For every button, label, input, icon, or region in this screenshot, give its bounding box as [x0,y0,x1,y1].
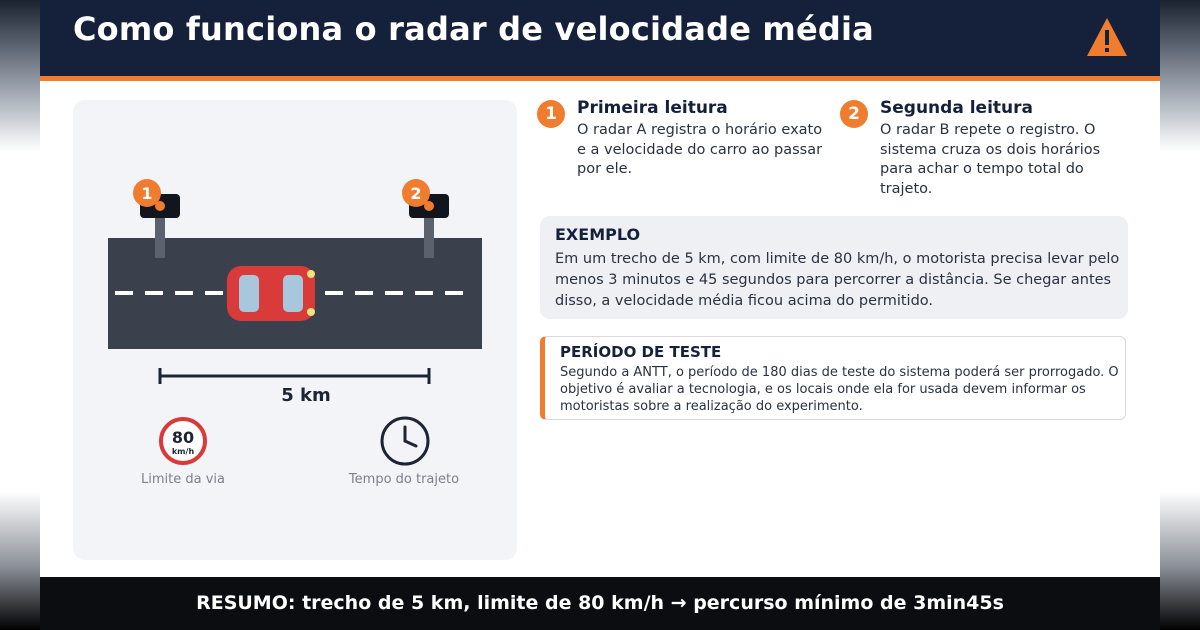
speed-sign-value: 80 [171,428,195,447]
step-number-badge: 1 [537,100,565,128]
example-title: EXEMPLO [555,225,641,244]
distance-bar [160,368,429,384]
test-period-text: Segundo a ANTT, o período de 180 dias de teste do sistema poderá ser prorrogado. O objetivo é avaliar a tecnologia, e os locais onde ela for usada devem informar os motoristas sobre a realização do experimento. [560,365,1119,414]
distance-label: 5 km [281,385,331,406]
step-title: Segunda leitura [880,98,1033,118]
car-icon [227,266,315,321]
step-text: O radar A registra o horário exato e a velocidade do carro ao passar por ele. [577,122,823,177]
example-text: Em um trecho de 5 km, com limite de 80 km/h, o motorista precisa levar pelo menos 3 minutos e 45 segundos para percorrer a distância. Se chegar antes disso, a velocidade média ficou acima do permitido. [555,251,1120,309]
radar-2-badge-label: 2 [410,184,422,203]
example-box [540,216,1128,319]
road-illustration [73,100,517,560]
speed-sign-unit: km/h [171,447,195,456]
radar-1-badge-label: 1 [141,184,153,203]
page-title: Como funciona o radar de velocidade média [73,10,874,48]
test-period-box [540,336,1126,420]
warning-triangle-icon [1086,16,1128,58]
summary-footer: RESUMO: trecho de 5 km, limite de 80 km/h → percurso mínimo de 3min45s [40,577,1160,630]
speed-limit-sign-icon [161,419,205,463]
step-text: O radar B repete o registro. O sistema cruza os dois horários para achar o tempo total do trajeto. [880,122,1101,197]
infographic [40,0,1160,630]
clock-icon [382,418,428,464]
step-number-badge: 2 [840,100,868,128]
step-title: Primeira leitura [577,98,728,118]
speed-limit-caption: Limite da via [141,472,225,487]
radar-illustration-panel [73,100,517,560]
header-bar [40,0,1160,81]
test-period-title: PERÍODO DE TESTE [560,343,722,361]
travel-time-caption: Tempo do trajeto [348,472,460,487]
